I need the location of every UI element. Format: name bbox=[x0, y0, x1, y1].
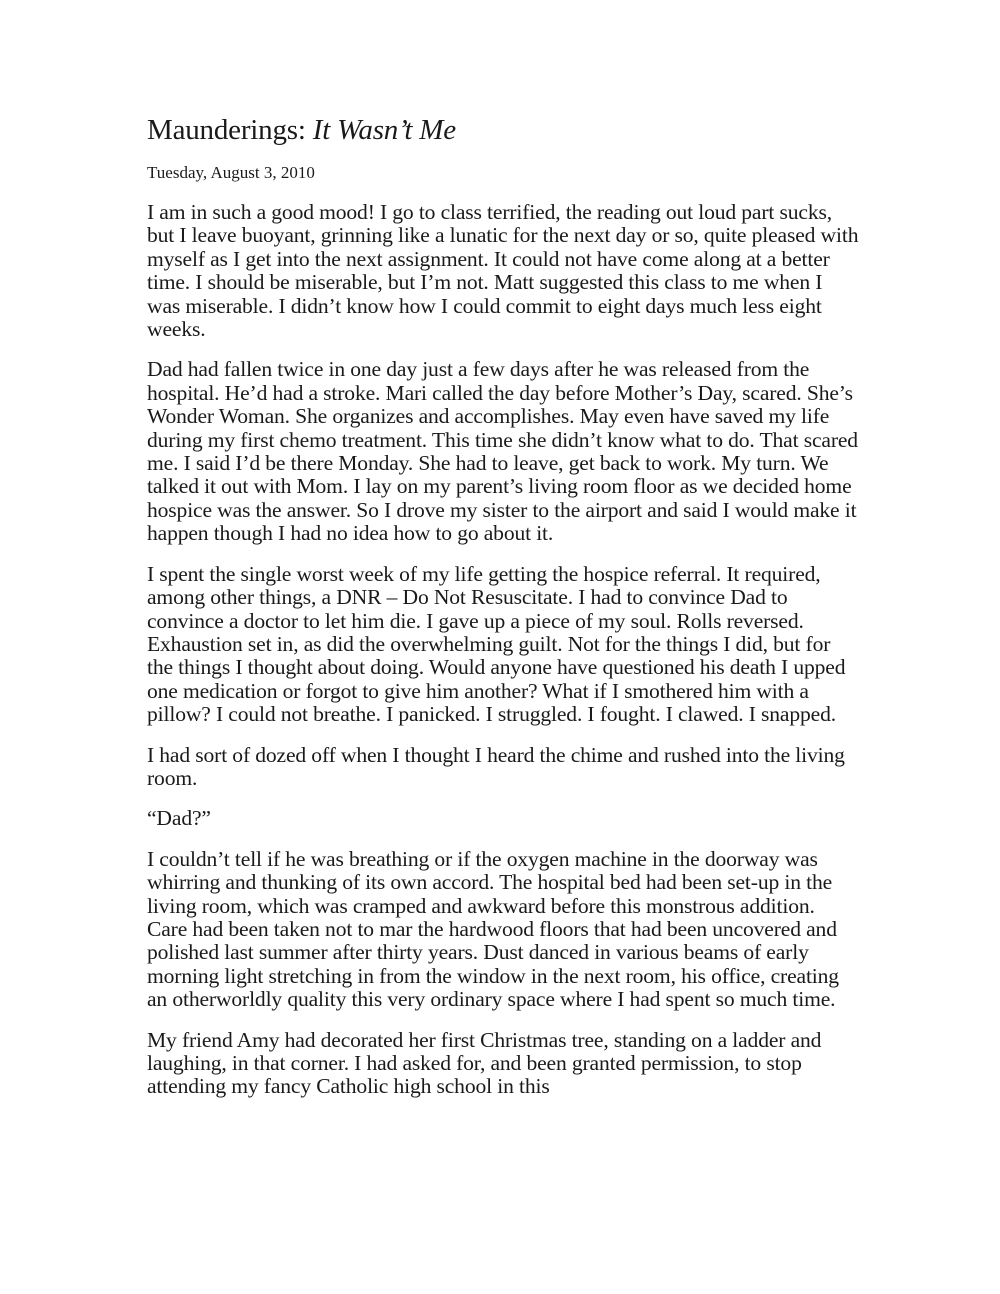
paragraph-6: I couldn’t tell if he was breathing or if the oxygen machine in the doorway was whirring and thunking of its own accord. The hospital bed had been set-up in the living room, which was cramped and awkward before this monstrous addition. Care had been taken not to mar the hardwood floors that had been uncovered and polished last summer after thirty years. Dust danced in various beams of early morning light stretching in from the window in the next room, his office, creating an otherworldly quality this very ordinary space where I had spent so much time. bbox=[147, 846, 839, 1012]
paragraph-7: My friend Amy had decorated her first Christmas tree, standing on a ladder and laughing, in that corner. I had asked for, and been granted permission, to stop attending my fancy Catholic high school in this bbox=[147, 1027, 822, 1099]
paragraph-3: I spent the single worst week of my life getting the hospice referral. It required, among other things, a DNR – Do Not Resuscitate. I had to convince Dad to convince a doctor to let him die. I gave up a piece of my soul. Rolls reversed. Exhaustion set in, as did the overwhelming guilt. Not for the things I did, but for the things I thought about doing. Would anyone have questioned his death I upped one medication or forgot to give him another? What if I smothered him with a pillow? I could not breathe. I panicked. I struggled. I fought. I clawed. I snapped. bbox=[147, 561, 846, 727]
document-page bbox=[147, 110, 859, 1116]
post-date: Tuesday, August 3, 2010 bbox=[147, 163, 315, 182]
article-body bbox=[147, 201, 859, 1099]
title-italic: It Wasn’t Me bbox=[312, 114, 456, 146]
paragraph-4: I had sort of dozed off when I thought I heard the chime and rushed into the living room. bbox=[147, 742, 845, 790]
page-title bbox=[147, 110, 859, 150]
title-prefix: Maunderings: bbox=[147, 114, 313, 146]
paragraph-2: Dad had fallen twice in one day just a few days after he was released from the hospital. He’d had a stroke. Mari called the day before Mother’s Day, scared. She’s Wonder Woman. She organizes and accomplishes. May even have saved my life during my first chemo treatment. This time she didn’t know what to do. That scared me. I said I’d be there Monday. She had to leave, get back to work. My turn. We talked it out with Mom. I lay on my parent’s living room floor as we decided home hospice was the answer. So I drove my sister to the airport and said I would make it happen though I had no idea how to go about it. bbox=[147, 357, 858, 546]
paragraph-1: I am in such a good mood! I go to class terrified, the reading out loud part sucks, but I leave buoyant, grinning like a lunatic for the next day or so, quite pleased with myself as I get into the next assignment. It could not have come along at a better time. I should be miserable, but I’m not. Matt suggested this class to me when I was miserable. I didn’t know how I could commit to eight days much less eight weeks. bbox=[147, 200, 859, 342]
paragraph-5: “Dad?” bbox=[147, 806, 211, 831]
